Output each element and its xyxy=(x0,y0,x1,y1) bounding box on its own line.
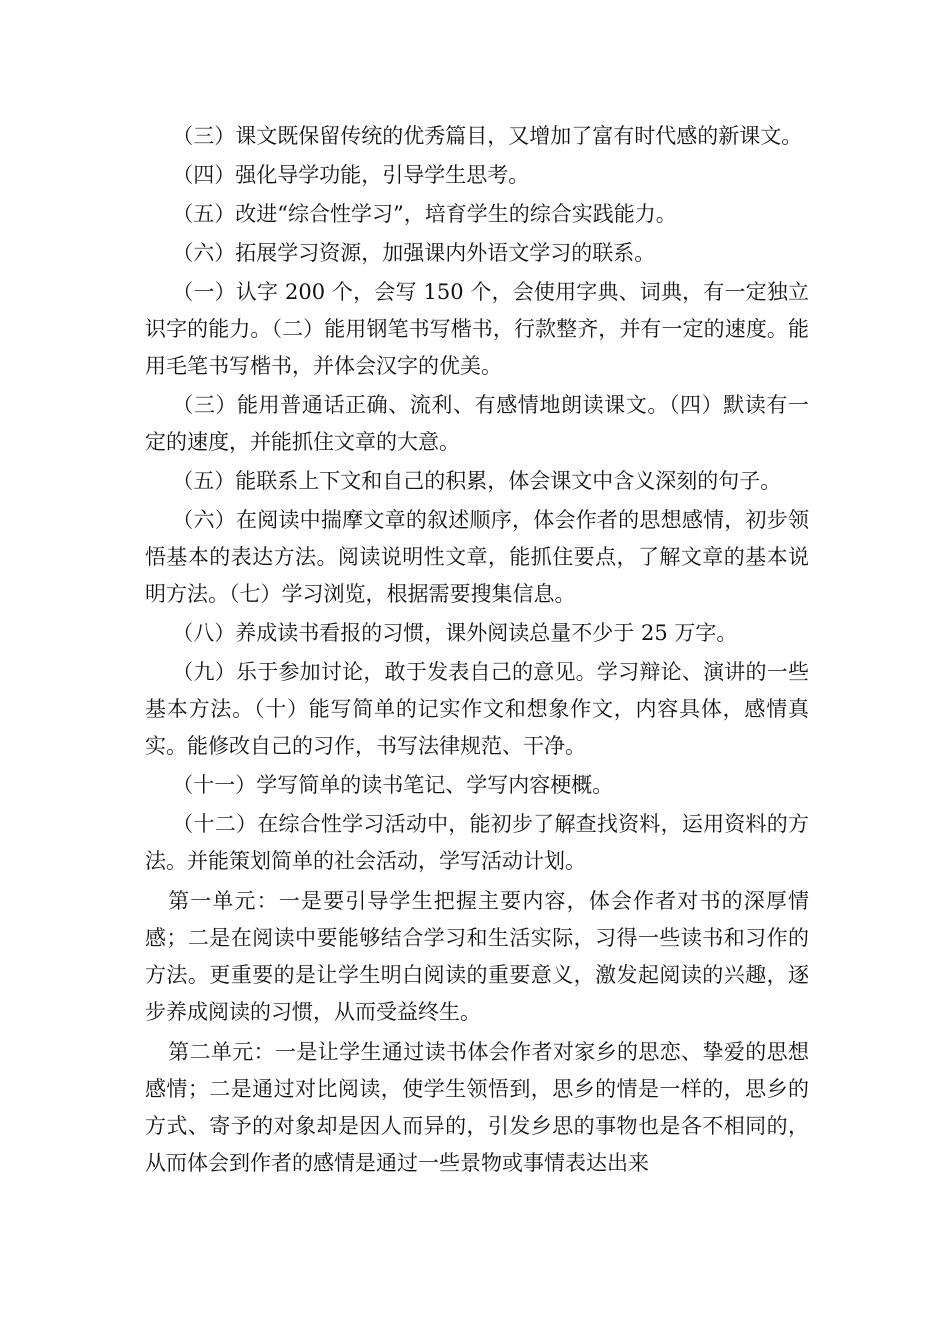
paragraph: （五）改进“综合性学习”，培育学生的综合实践能力。 xyxy=(172,202,677,226)
paragraph: （五）能联系上下文和自己的积累，体会课文中含义深刻的句子。 xyxy=(172,469,782,493)
paragraph: （八）养成读书看报的习惯，课外阅读总量不少于 25 万字。 xyxy=(172,621,738,645)
unit-paragraph-2: 第二单元：一是让学生通过读书体会作者对家乡的思恋、挚爱的思想感情；二是通过对比阅读，使学生领悟到，思乡的情是一样的，思乡的方式、寄予的对象却是因人而异的，引发乡思的事物也是各不相同的，从而体会到作者的感情是通过一些景物或事情表达出来 xyxy=(145,1040,809,1175)
paragraph: （六）拓展学习资源，加强课内外语文学习的联系。 xyxy=(172,241,656,265)
paragraph: （一）认字 200 个，会写 150 个，会使用字典、词典，有一定独立识字的能力。（二）能用钢笔书写楷书，行款整齐，并有一定的速度。能用毛笔书写楷书，并体会汉字的优美。 xyxy=(145,280,809,378)
document-body xyxy=(145,118,809,1184)
paragraph: （三）能用普通话正确、流利、有感情地朗读课文。（四）默读有一定的速度，并能抓住文章的大意。 xyxy=(145,393,809,454)
paragraph: （四）强化导学功能，引导学生思考。 xyxy=(172,163,530,187)
unit-paragraph-1: 第一单元：一是要引导学生把握主要内容，体会作者对书的深厚情感；二是在阅读中要能够结合学习和生活实际，习得一些读书和习作的方法。更重要的是让学生明白阅读的重要意义，激发起阅读的兴趣，逐步养成阅读的习惯，从而受益终生。 xyxy=(145,889,809,1024)
paragraph: （三）课文既保留传统的优秀篇目，又增加了富有时代感的新课文。 xyxy=(172,124,803,148)
paragraph: （十二）在综合性学习活动中，能初步了解查找资料，运用资料的方法。并能策划简单的社会活动，学写活动计划。 xyxy=(145,812,809,873)
paragraph: （九）乐于参加讨论，敢于发表自己的意见。学习辩论、演讲的一些基本方法。（十）能写简单的记实作文和想象作文，内容具体，感情真实。能修改自己的习作，书写法律规范、干净。 xyxy=(145,660,809,758)
paragraph: （十一）学写简单的读书笔记、学写内容梗概。 xyxy=(172,773,614,797)
paragraph: （六）在阅读中揣摩文章的叙述顺序，体会作者的思想感情，初步领悟基本的表达方法。阅读说明性文章，能抓住要点，了解文章的基本说明方法。（七）学习浏览，根据需要搜集信息。 xyxy=(145,508,809,606)
